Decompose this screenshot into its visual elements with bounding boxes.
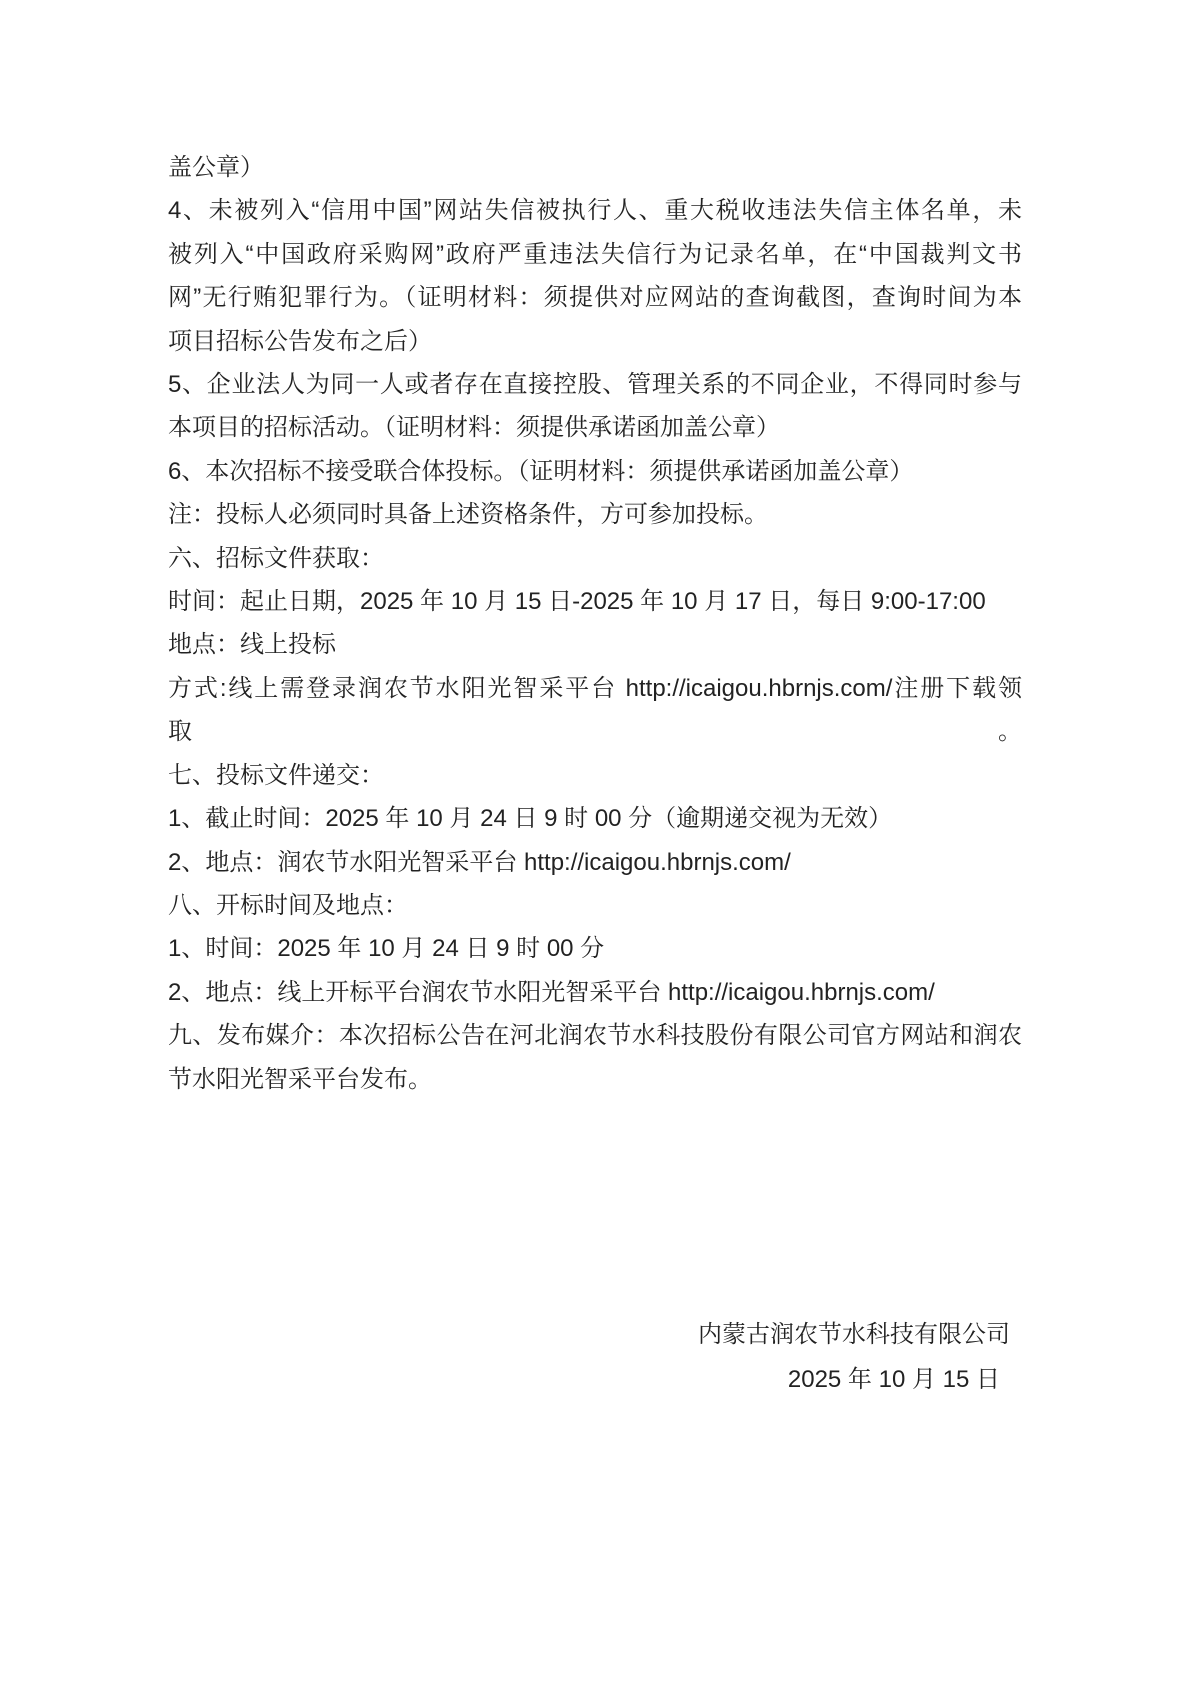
- signature-company: 内蒙古润农节水科技有限公司: [698, 1320, 1010, 1348]
- doc-line: 八、开标时间及地点：: [168, 891, 408, 919]
- signature-spacer: [168, 1101, 1022, 1313]
- signature-block: [168, 1313, 1022, 1403]
- body-text: [168, 146, 1022, 1101]
- doc-line: 七、投标文件递交：: [168, 761, 384, 789]
- doc-line: 时间：起止日期，2025 年 10 月 15 日-2025 年 10 月 17 日，每日 9:00-17:00: [168, 588, 986, 616]
- doc-line: 1、时间：2025 年 10 月 24 日 9 时 00 分: [168, 935, 605, 963]
- doc-line: 被列入“中国政府采购网”政府严重违法失信行为记录名单，在“中国裁判文书: [168, 240, 1022, 268]
- doc-line: 2、地点：润农节水阳光智采平台 http://icaigou.hbrnjs.com/: [168, 848, 791, 876]
- doc-line: 注：投标人必须同时具备上述资格条件，方可参加投标。: [168, 501, 768, 529]
- doc-line: 盖公章）: [168, 154, 264, 181]
- doc-line: 1、截止时间：2025 年 10 月 24 日 9 时 00 分（逾期递交视为无效）: [168, 805, 893, 833]
- doc-line: 项目招标公告发布之后）: [168, 327, 432, 355]
- doc-line: 节水阳光智采平台发布。: [168, 1065, 432, 1093]
- doc-line: 4、未被列入“信用中国”网站失信被执行人、重大税收违法失信主体名单，未: [168, 197, 1022, 225]
- doc-line: 九、发布媒介：本次招标公告在河北润农节水科技股份有限公司官方网站和润农: [168, 1022, 1022, 1050]
- doc-line: 本项目的招标活动。（证明材料：须提供承诺函加盖公章）: [168, 414, 780, 442]
- doc-line: 六、招标文件获取：: [168, 544, 384, 572]
- doc-line: 方式:线上需登录润农节水阳光智采平台 http://icaigou.hbrnjs.com/注册下载领取。: [168, 674, 1022, 746]
- doc-line: 5、企业法人为同一人或者存在直接控股、管理关系的不同企业，不得同时参与: [168, 371, 1022, 399]
- signature-date: 2025 年 10 月 15 日: [787, 1366, 1000, 1394]
- doc-line: 6、本次招标不接受联合体投标。（证明材料：须提供承诺函加盖公章）: [168, 457, 914, 485]
- doc-line: 网”无行贿犯罪行为。（证明材料：须提供对应网站的查询截图，查询时间为本: [168, 284, 1022, 312]
- doc-line: 2、地点：线上开标平台润农节水阳光智采平台 http://icaigou.hbrnjs.com/: [168, 978, 935, 1006]
- doc-line: 地点：线上投标: [168, 631, 336, 659]
